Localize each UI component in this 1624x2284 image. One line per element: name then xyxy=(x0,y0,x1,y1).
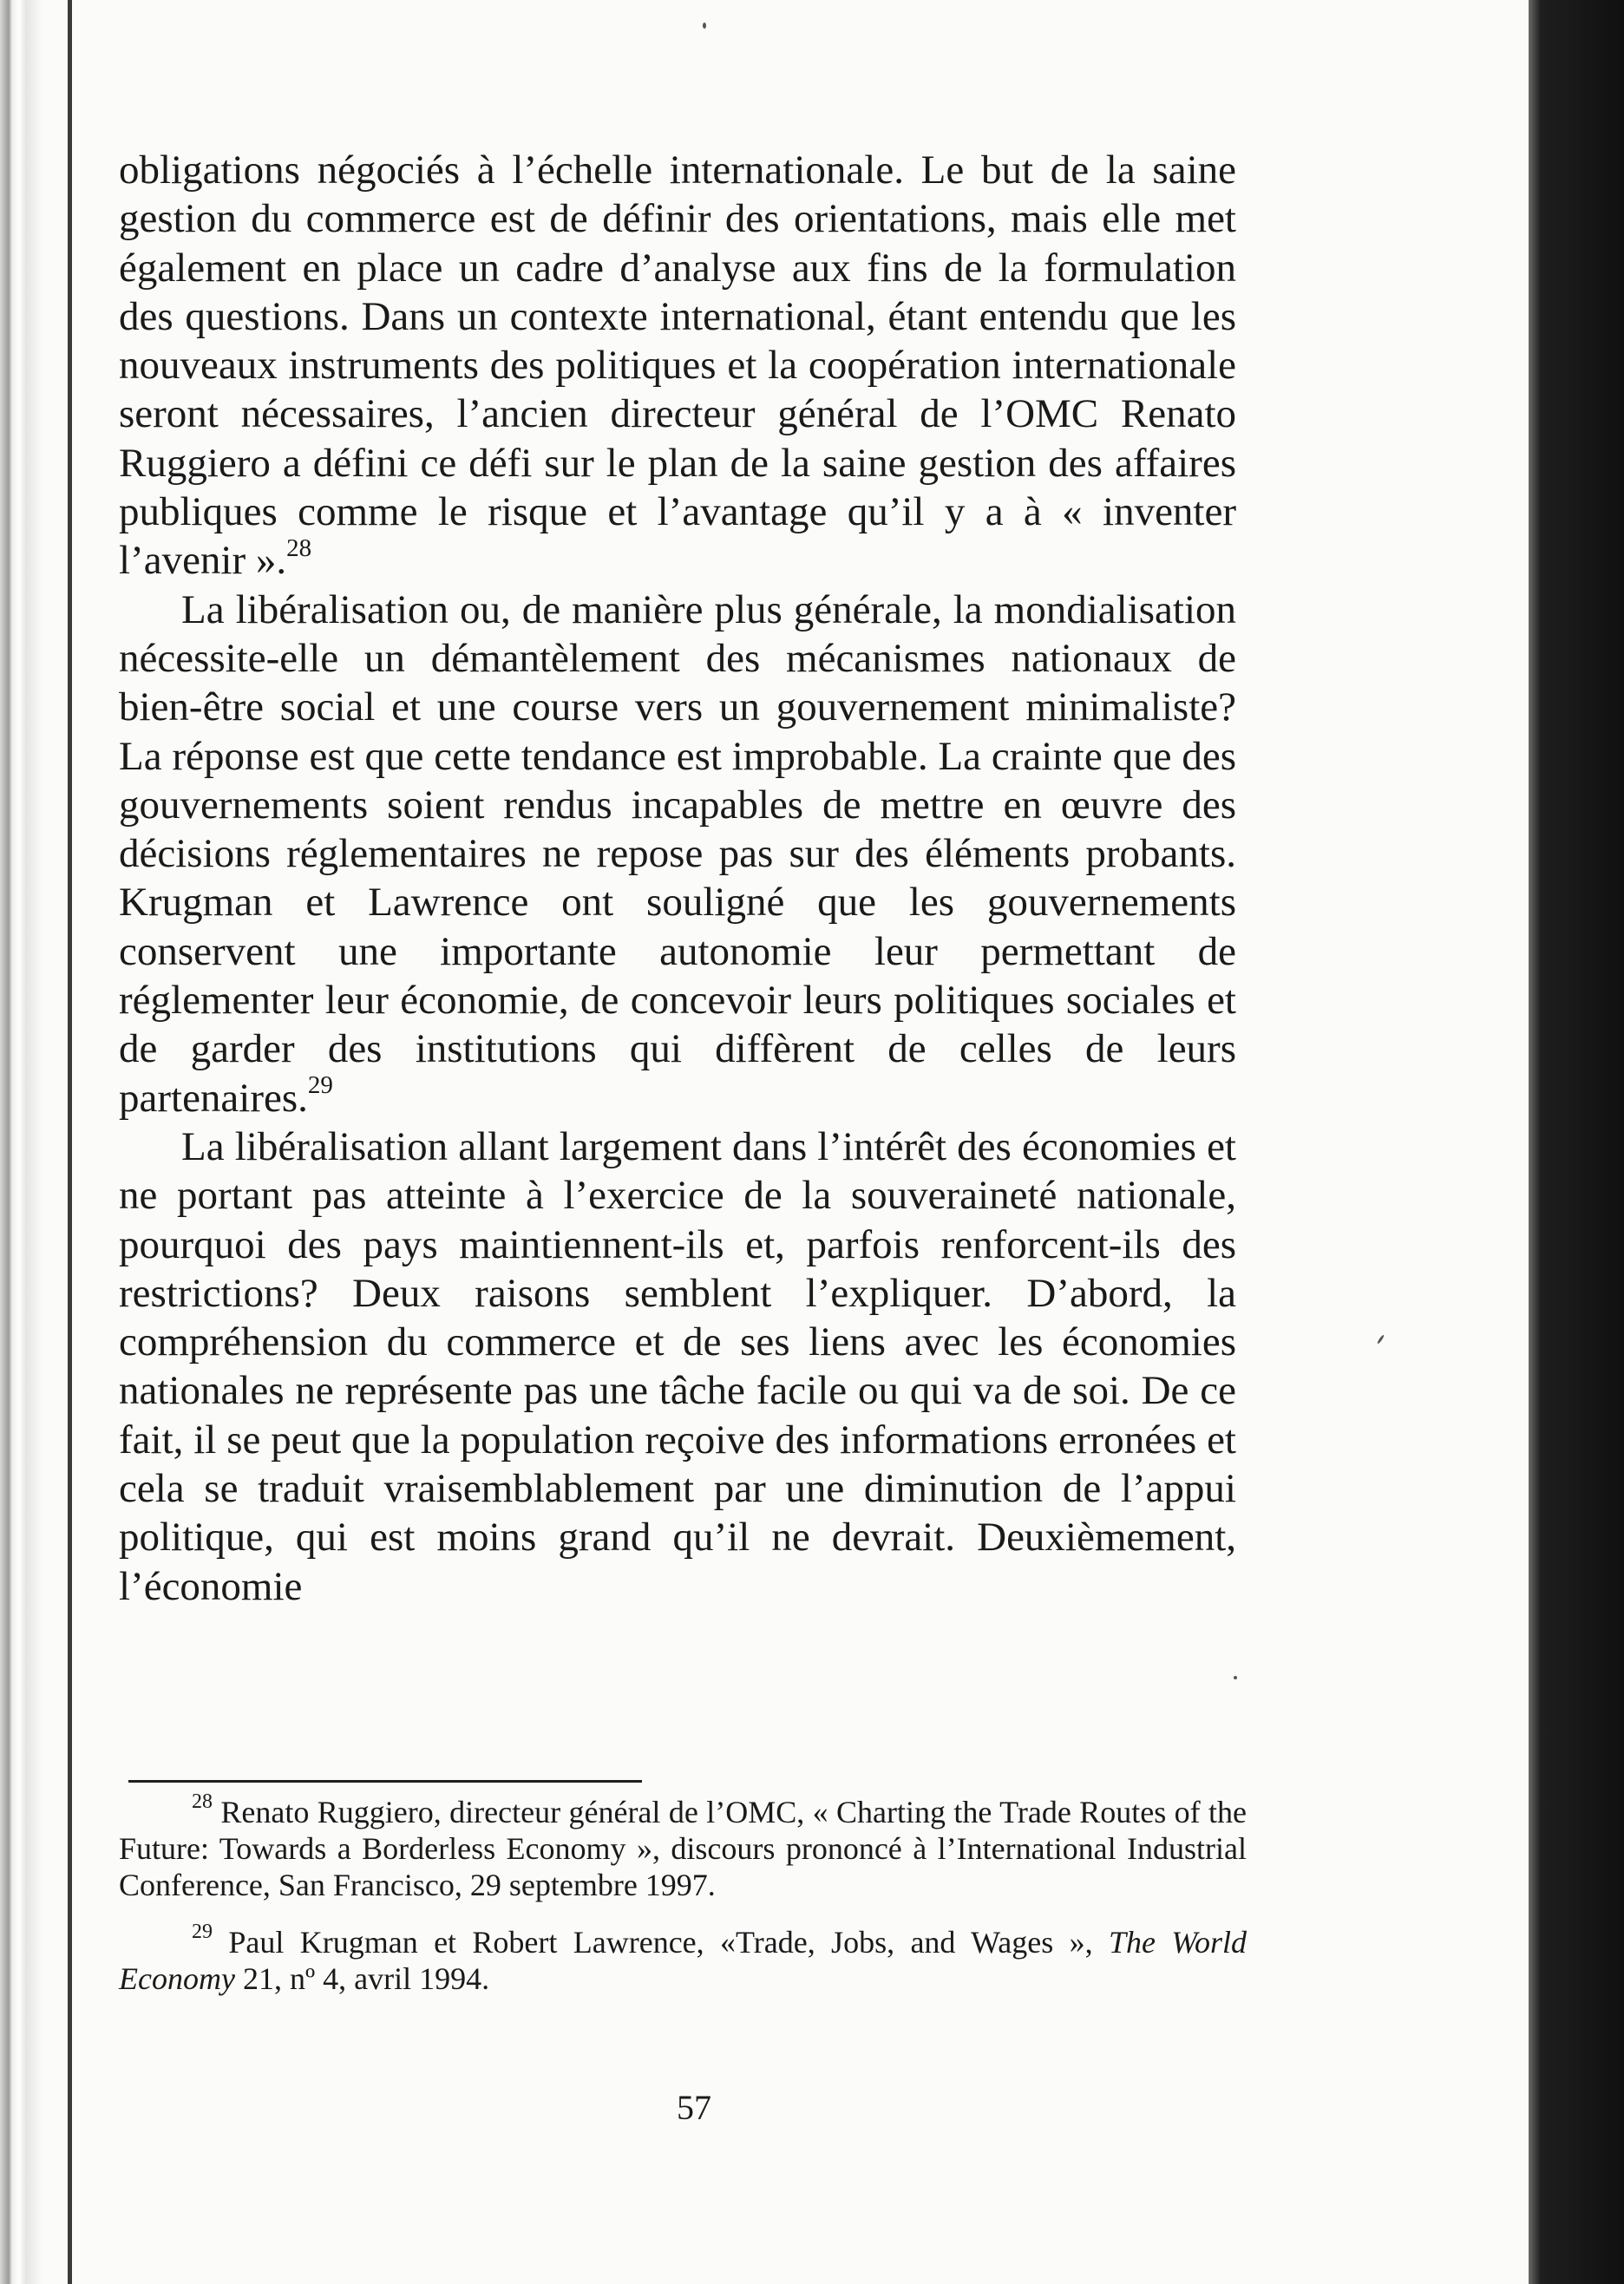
binding-line xyxy=(68,0,72,2284)
footnote-divider xyxy=(128,1780,642,1783)
footnote-28 xyxy=(119,1790,1247,1903)
scan-shadow xyxy=(1529,0,1624,2284)
paragraph-2 xyxy=(119,586,1236,1122)
footnote-number: 28 xyxy=(192,1790,213,1813)
page-number: 57 xyxy=(677,2088,711,2127)
footnote-ref-28: 28 xyxy=(286,533,312,562)
paragraph-1 xyxy=(119,146,1236,586)
scan-speck xyxy=(703,23,706,29)
footnote-29 xyxy=(119,1921,1247,1997)
scan-speck xyxy=(1234,1676,1237,1679)
journal-title: The World Economy xyxy=(119,1925,1247,1996)
footnote-text: Paul Krugman et Robert Lawrence, «Trade, Jobs, and Wages », xyxy=(228,1925,1109,1960)
paragraph-2-text: La libéralisation ou, de manière plus générale, la mondialisation nécessite-elle un démantèlement des mécanismes nationaux de bien-être social et une course vers un gouvernement minimaliste? La réponse est que cette tendance est improbable. La crainte que des gouvernements soient rendus incapables de mettre en œuvre des décisions réglementaires ne repose pas sur des éléments probants. Krugman et Lawrence ont souligné que les gouvernements conservent une importante autonomie leur permettant de réglementer leur économie, de concevoir leurs politiques sociales et de garder des institutions qui diffèrent de celles de leurs partenaires. xyxy=(119,586,1236,1121)
footnotes xyxy=(119,1790,1247,2018)
paragraph-3-text: La libéralisation allant largement dans l’intérêt des économies et ne portant pas atteinte à l’exercice de la souveraineté nationale, pourquoi des pays maintiennent-ils et, parfois renforcent-ils des restrictions? Deux raisons semblent l’expliquer. D’abord, la compréhension du commerce et de ses liens avec les économies nationales ne représente pas une tâche facile ou qui va de soi. De ce fait, il se peut que la population reçoive des informations erronées et cela se traduit vraisemblablement par une diminution de l’appui politique, qui est moins grand qu’il ne devrait. Deuxièmement, l’économie xyxy=(119,1123,1236,1609)
footnote-text: Renato Ruggiero, directeur général de l’OMC, « Charting the Trade Routes of the Future: Towards a Borderless Economy », discours prononcé à l’International Industrial Conference, San Francisco, 29 septembre 1997. xyxy=(119,1795,1247,1902)
paragraph-1-text: obligations négociés à l’échelle internationale. Le but de la saine gestion du commerce est de définir des orientations, mais elle met également en place un cadre d’analyse aux fins de la formulation des questions. Dans un contexte international, étant entendu que les nouveaux instruments des politiques et la coopération internationale seront nécessaires, l’ancien directeur général de l’OMC Renato Ruggiero a défini ce défi sur le plan de la saine gestion des affaires publiques comme le risque et l’avantage qu’il y a à « inventer l’avenir ». xyxy=(119,147,1236,584)
footnote-ref-29: 29 xyxy=(307,1070,333,1099)
scan-speck xyxy=(1377,1334,1385,1345)
body-text xyxy=(119,146,1236,1611)
scan-binding-edge xyxy=(0,0,42,2284)
footnote-number: 29 xyxy=(192,1921,213,1943)
paragraph-3 xyxy=(119,1122,1236,1611)
footnote-text: 21, nº 4, avril 1994. xyxy=(234,1961,490,1996)
